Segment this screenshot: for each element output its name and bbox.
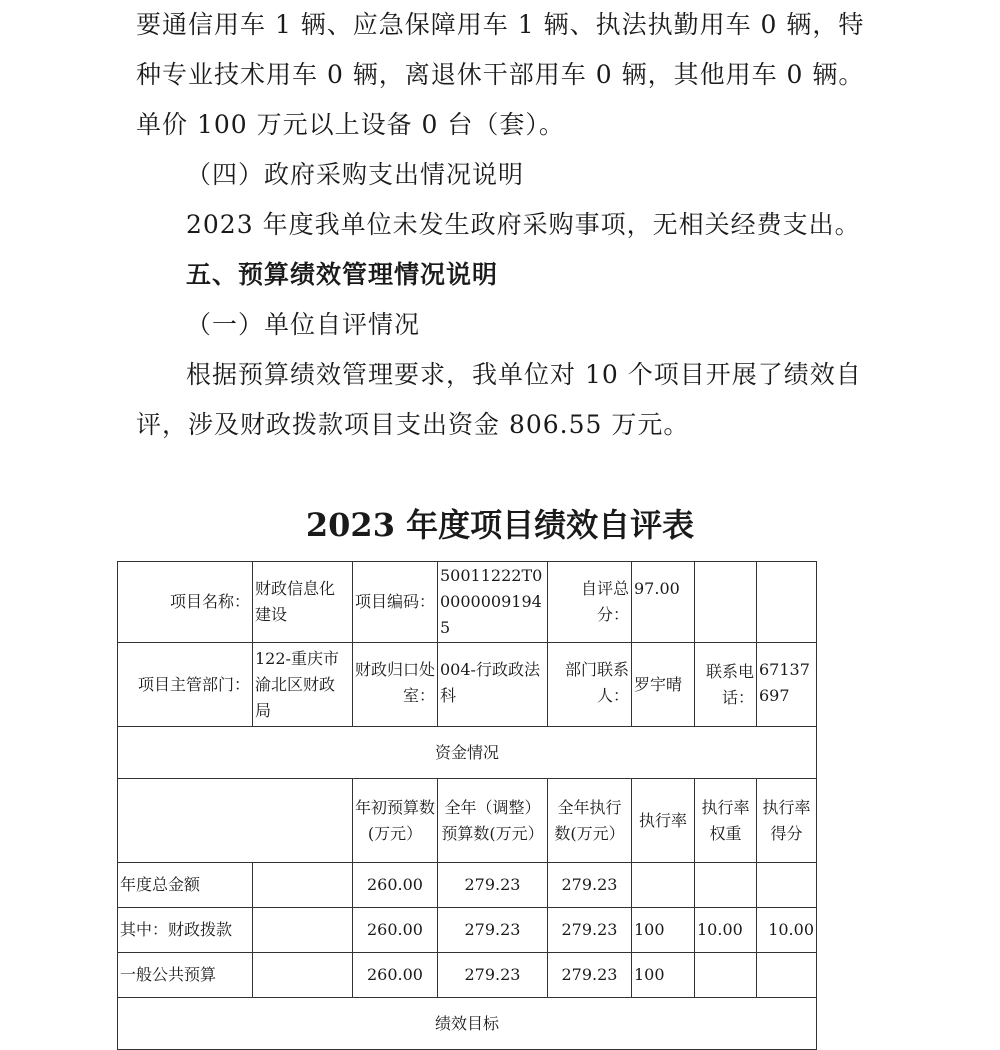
performance-table — [117, 561, 817, 1050]
weight-value: 10.00 — [695, 908, 757, 953]
empty-cell — [253, 953, 353, 998]
table-title: 2023 年度项目绩效自评表 — [305, 506, 695, 544]
heading-self-evaluation: （一）单位自评情况 — [186, 310, 421, 339]
heading-procurement: （四）政府采购支出情况说明 — [186, 160, 525, 189]
table-row — [118, 643, 817, 727]
rate-value: 100 — [632, 953, 695, 998]
contact-value: 罗宇晴 — [632, 643, 695, 727]
row-label: 其中：财政拨款 — [118, 908, 253, 953]
empty-cell — [118, 779, 353, 863]
goals-header: 绩效目标 — [118, 998, 817, 1050]
executed-value: 279.23 — [548, 953, 632, 998]
heading-performance: 五、预算绩效管理情况说明 — [186, 260, 499, 289]
row-label: 年度总金额 — [118, 863, 253, 908]
project-code-label: 项目编码： — [353, 562, 438, 643]
empty-cell — [695, 562, 757, 643]
row-label: 一般公共预算 — [118, 953, 253, 998]
paragraph-self-evaluation: 根据预算绩效管理要求，我单位对 10 个项目开展了绩效自评，涉及财政拨款项目支出资金 806.55 万元。 — [136, 360, 862, 439]
col-rate-weight: 执行率权重 — [695, 779, 757, 863]
weight-value — [695, 953, 757, 998]
table-row — [118, 727, 817, 779]
table-row — [118, 779, 817, 863]
self-score-label: 自评总分： — [548, 562, 632, 643]
adjusted-value: 279.23 — [438, 953, 548, 998]
dept-value: 122-重庆市渝北区财政局 — [253, 643, 353, 727]
initial-value: 260.00 — [353, 908, 438, 953]
paragraph-procurement: 2023 年度我单位未发生政府采购事项，无相关经费支出。 — [186, 210, 861, 239]
office-label: 财政归口处室： — [353, 643, 438, 727]
col-executed: 全年执行数(万元） — [548, 779, 632, 863]
col-execution-rate: 执行率 — [632, 779, 695, 863]
funds-header: 资金情况 — [118, 727, 817, 779]
score-value: 10.00 — [757, 908, 817, 953]
weight-value — [695, 863, 757, 908]
col-rate-score: 执行率得分 — [757, 779, 817, 863]
score-value — [757, 953, 817, 998]
paragraph-vehicles: 要通信用车 1 辆、应急保障用车 1 辆、执法执勤用车 0 辆，特种专业技术用车 0 辆，离退休干部用车 0 辆，其他用车 0 辆。单价 100 万元以上设备 0 台（套）。 — [136, 10, 865, 139]
initial-value: 260.00 — [353, 863, 438, 908]
executed-value: 279.23 — [548, 908, 632, 953]
col-adjusted-budget: 全年（调整）预算数(万元） — [438, 779, 548, 863]
adjusted-value: 279.23 — [438, 908, 548, 953]
executed-value: 279.23 — [548, 863, 632, 908]
empty-cell — [253, 863, 353, 908]
phone-value: 67137697 — [757, 643, 817, 727]
table-row — [118, 953, 817, 998]
col-initial-budget: 年初预算数(万元） — [353, 779, 438, 863]
initial-value: 260.00 — [353, 953, 438, 998]
project-name-label: 项目名称： — [118, 562, 253, 643]
rate-value — [632, 863, 695, 908]
table-row — [118, 863, 817, 908]
table-row — [118, 562, 817, 643]
score-value — [757, 863, 817, 908]
table-row — [118, 908, 817, 953]
office-value: 004-行政政法科 — [438, 643, 548, 727]
project-name-value: 财政信息化建设 — [253, 562, 353, 643]
contact-label: 部门联系人： — [548, 643, 632, 727]
empty-cell — [757, 562, 817, 643]
empty-cell — [253, 908, 353, 953]
self-score-value: 97.00 — [632, 562, 695, 643]
rate-value: 100 — [632, 908, 695, 953]
table-row — [118, 998, 817, 1050]
adjusted-value: 279.23 — [438, 863, 548, 908]
project-code-value: 50011222T000000091945 — [438, 562, 548, 643]
phone-label: 联系电话： — [695, 643, 757, 727]
dept-label: 项目主管部门： — [118, 643, 253, 727]
